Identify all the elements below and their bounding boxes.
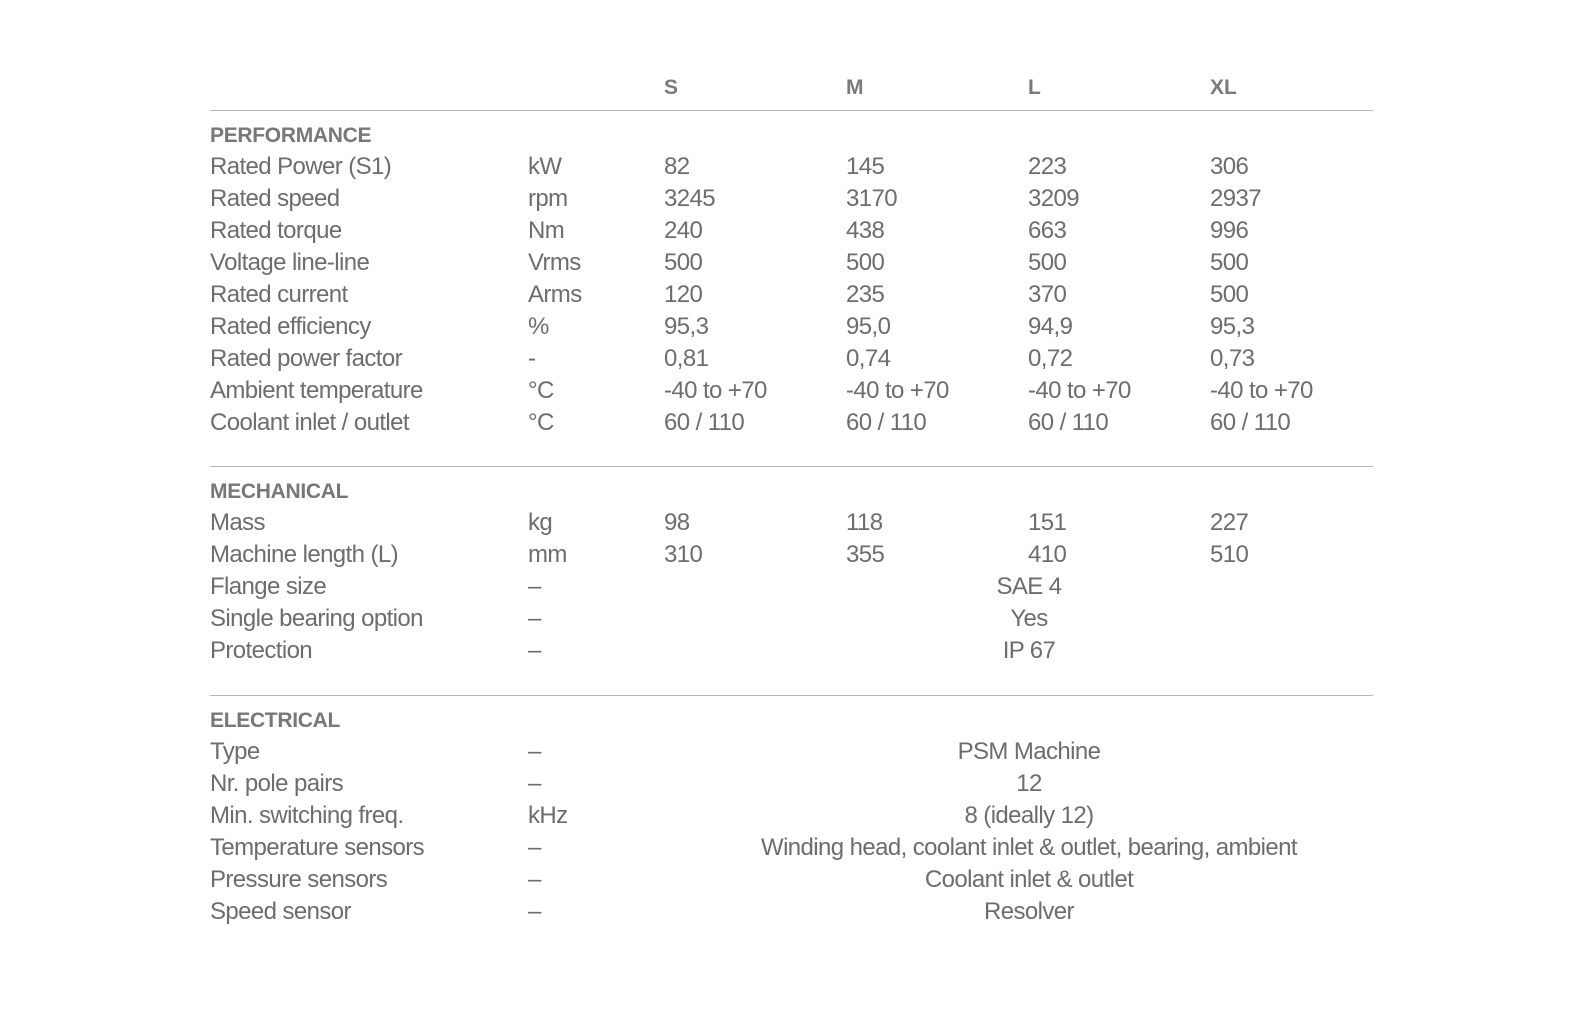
row-label: Machine length (L) <box>210 541 398 568</box>
table-row <box>210 571 1373 603</box>
value-all-sizes: Yes <box>1010 605 1048 632</box>
value-s: 310 <box>664 541 703 568</box>
value-all-sizes: IP 67 <box>1002 637 1056 664</box>
row-unit: Vrms <box>528 249 581 276</box>
table-row <box>210 311 1373 343</box>
value-m: 438 <box>846 217 885 244</box>
row-label: Rated torque <box>210 217 342 244</box>
value-l: 500 <box>1028 249 1067 276</box>
table-row <box>210 151 1373 183</box>
section-title-mechanical: MECHANICAL <box>210 480 349 503</box>
row-unit: Nm <box>528 217 565 244</box>
row-unit: – <box>528 738 541 765</box>
table-row <box>210 183 1373 215</box>
table-row <box>210 507 1373 539</box>
value-s: 60 / 110 <box>664 409 745 436</box>
value-s: 95,3 <box>664 313 709 340</box>
value-s: 98 <box>664 509 690 536</box>
row-label: Coolant inlet / outlet <box>210 409 409 436</box>
table-row <box>210 635 1373 667</box>
row-label: Type <box>210 738 260 765</box>
value-l: 60 / 110 <box>1028 409 1109 436</box>
value-m: 95,0 <box>846 313 891 340</box>
row-unit: – <box>528 770 541 797</box>
table-row <box>210 864 1373 896</box>
value-xl: 996 <box>1210 217 1249 244</box>
value-m: 60 / 110 <box>846 409 927 436</box>
value-s: -40 to +70 <box>664 377 767 404</box>
value-m: -40 to +70 <box>846 377 949 404</box>
row-unit: – <box>528 834 541 861</box>
value-xl: 500 <box>1210 281 1249 308</box>
row-unit: kg <box>528 509 553 536</box>
column-header-l: L <box>1028 76 1041 99</box>
row-unit: rpm <box>528 185 568 212</box>
row-unit: % <box>528 313 549 340</box>
value-l: 370 <box>1028 281 1067 308</box>
row-label: Rated speed <box>210 185 340 212</box>
value-m: 355 <box>846 541 885 568</box>
value-all-sizes: 8 (ideally 12) <box>964 802 1094 829</box>
value-all-sizes: 12 <box>1016 770 1042 797</box>
row-unit: - <box>528 345 536 372</box>
section-title-electrical: ELECTRICAL <box>210 709 340 732</box>
table-row <box>210 832 1373 864</box>
row-unit: Arms <box>528 281 582 308</box>
value-xl: 2937 <box>1210 185 1261 212</box>
value-all-sizes: PSM Machine <box>957 738 1101 765</box>
value-xl: 0,73 <box>1210 345 1255 372</box>
section-title-performance: PERFORMANCE <box>210 124 372 147</box>
row-label: Rated Power (S1) <box>210 153 392 180</box>
row-unit: °C <box>528 377 554 404</box>
value-l: 94,9 <box>1028 313 1073 340</box>
column-header-m: M <box>846 76 864 99</box>
column-header-xl: XL <box>1210 76 1237 99</box>
row-label: Pressure sensors <box>210 866 388 893</box>
value-l: 223 <box>1028 153 1067 180</box>
table-row <box>210 539 1373 571</box>
column-header-row <box>210 70 1373 111</box>
value-m: 3170 <box>846 185 897 212</box>
table-row <box>210 768 1373 800</box>
section-performance <box>210 111 1373 439</box>
value-all-sizes: Winding head, coolant inlet & outlet, bearing, ambient <box>761 834 1297 861</box>
table-row <box>210 343 1373 375</box>
row-unit: °C <box>528 409 554 436</box>
table-row <box>210 279 1373 311</box>
value-all-sizes: Resolver <box>984 898 1074 925</box>
row-label: Voltage line-line <box>210 249 370 276</box>
column-header-s: S <box>664 76 679 99</box>
value-l: 410 <box>1028 541 1067 568</box>
value-m: 235 <box>846 281 885 308</box>
value-all-sizes: SAE 4 <box>996 573 1062 600</box>
value-m: 145 <box>846 153 885 180</box>
value-s: 240 <box>664 217 703 244</box>
row-unit: – <box>528 866 541 893</box>
row-unit: kW <box>528 153 562 180</box>
row-label: Rated current <box>210 281 348 308</box>
row-label: Single bearing option <box>210 605 423 632</box>
table-row <box>210 375 1373 407</box>
value-xl: -40 to +70 <box>1210 377 1313 404</box>
table-row <box>210 800 1373 832</box>
row-unit: – <box>528 573 541 600</box>
spec-table <box>210 70 1373 928</box>
value-xl: 500 <box>1210 249 1249 276</box>
value-s: 0,81 <box>664 345 709 372</box>
row-unit: – <box>528 898 541 925</box>
value-l: 151 <box>1028 509 1067 536</box>
table-row <box>210 247 1373 279</box>
value-xl: 227 <box>1210 509 1249 536</box>
row-label: Flange size <box>210 573 327 600</box>
row-unit: kHz <box>528 802 568 829</box>
value-l: 0,72 <box>1028 345 1073 372</box>
value-s: 82 <box>664 153 690 180</box>
row-label: Min. switching freq. <box>210 802 404 829</box>
row-label: Temperature sensors <box>210 834 425 861</box>
value-xl: 510 <box>1210 541 1249 568</box>
table-row <box>210 215 1373 247</box>
value-s: 120 <box>664 281 703 308</box>
row-label: Ambient temperature <box>210 377 423 404</box>
row-label: Rated efficiency <box>210 313 371 340</box>
value-xl: 95,3 <box>1210 313 1255 340</box>
section-electrical <box>210 695 1373 928</box>
row-label: Mass <box>210 509 265 536</box>
row-label: Rated power factor <box>210 345 402 372</box>
table-row <box>210 896 1373 928</box>
row-unit: – <box>528 605 541 632</box>
row-label: Protection <box>210 637 313 664</box>
value-l: 3209 <box>1028 185 1079 212</box>
value-m: 0,74 <box>846 345 891 372</box>
section-mechanical <box>210 466 1373 667</box>
value-s: 500 <box>664 249 703 276</box>
value-l: -40 to +70 <box>1028 377 1131 404</box>
row-label: Speed sensor <box>210 898 351 925</box>
value-l: 663 <box>1028 217 1067 244</box>
value-s: 3245 <box>664 185 715 212</box>
table-row <box>210 407 1373 439</box>
table-row <box>210 603 1373 635</box>
value-m: 118 <box>846 509 883 536</box>
row-label: Nr. pole pairs <box>210 770 343 797</box>
value-all-sizes: Coolant inlet & outlet <box>924 866 1134 893</box>
row-unit: – <box>528 637 541 664</box>
row-unit: mm <box>528 541 567 568</box>
value-xl: 306 <box>1210 153 1249 180</box>
value-m: 500 <box>846 249 885 276</box>
value-xl: 60 / 110 <box>1210 409 1291 436</box>
table-row <box>210 736 1373 768</box>
